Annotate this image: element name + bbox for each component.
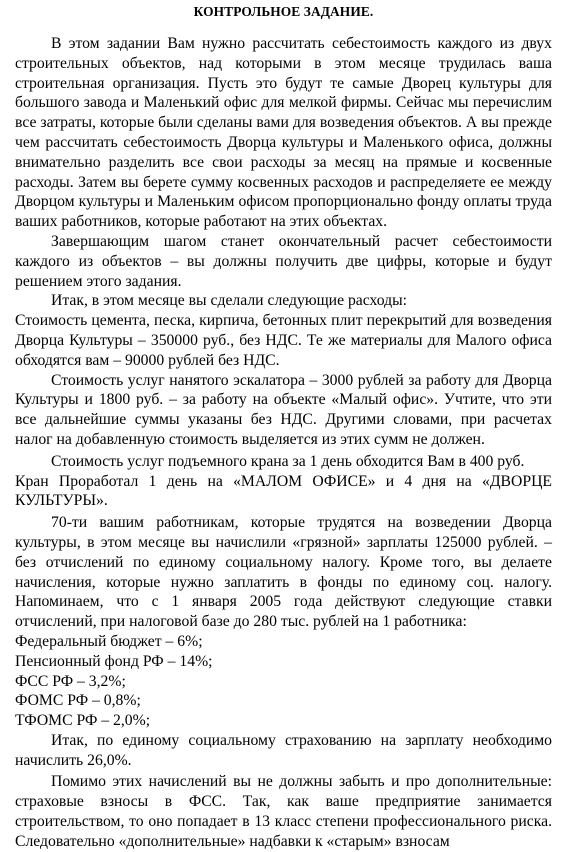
tax-rate-item: ФСС РФ – 3,2%;: [15, 672, 126, 690]
tax-rates-list: [15, 632, 552, 731]
paragraph-crane-cost: Стоимость услуг подъемного крана за 1 день обходится Вам в 400 руб.: [51, 452, 525, 470]
paragraph-final-step: Завершающим шагом станет окончательный расчет себестоимости каждого из объектов – вы должны получить две цифры, которые и будут решением этого задания.: [15, 232, 552, 290]
document-page: [15, 0, 552, 852]
paragraph-salary: 70-ти вашим работникам, которые трудятся на возведении Дворца культуры, в этом месяце вы начислили «грязной» зарплаты 125000 рублей. – без отчислений по единому социальному налогу. Кроме того, вы делаете начисления, которые нужно заплатить в фонды по единому соц. налогу. Напоминаем, что с 1 января 2005 года действуют следующие ставки отчислений, при налоговой базе до 280 тыс. рублей на 1 работника:: [15, 514, 552, 631]
paragraph-crane-days: Кран Проработал 1 день на «МАЛОМ ОФИСЕ» и 4 дня на «ДВОРЦЕ КУЛЬТУРЫ».: [15, 472, 552, 510]
paragraph-task-intro: В этом задании Вам нужно рассчитать себестоимость каждого из двух строительных объектов, над которыми в этом месяце трудилась ваша строительная организация. Пусть это будут те самые Дворец культуры для большого завода и Маленький офис для мелкой фирмы. Сейчас мы перечислим все затраты, которые были сделаны вами для возведения объектов. А вы прежде чем рассчитать себестоимость Дворца культуры и Маленького офиса, должны внимательно разделить все свои расходы за месяц на прямые и косвенные расходы. Затем вы берете сумму косвенных расходов и распределяете ее между Дворцом культуры и Маленьким офисом пропорционально фонду оплаты труда ваших работников, которые работают на этих объектах.: [15, 35, 552, 231]
tax-rate-item: ФОМС РФ – 0,8%;: [15, 692, 141, 710]
paragraph-total-rate: Итак, по единому социальному страхованию на зарплату необходимо начислить 26,0%.: [15, 731, 552, 769]
tax-rate-item: Пенсионный фонд РФ – 14%;: [15, 652, 213, 670]
tax-rate-item: ТФОМС РФ – 2,0%;: [15, 712, 151, 730]
paragraph-additional-contributions: Помимо этих начислений вы не должны забыть и про дополнительные: страховые взносы в ФСС. Так, как ваше предприятие занимается строительством, то оно попадает в 13 класс степени профессионального риска. Следовательно «дополнительные» надбавки к «старым» взносам: [15, 773, 552, 850]
document-title: КОНТРОЛЬНОЕ ЗАДАНИЕ.: [193, 4, 374, 19]
tax-rate-item: Федеральный бюджет – 6%;: [15, 632, 203, 650]
paragraph-expenses-intro: Итак, в этом месяце вы сделали следующие расходы:: [51, 292, 408, 310]
paragraph-materials-cost: Стоимость цемента, песка, кирпича, бетонных плит перекрытий для возведения Дворца Культуры – 350000 руб., без НДС. Те же материалы для Малого офиса обходятся вам – 90000 рублей без НДС.: [15, 312, 552, 369]
paragraph-escalator-cost: Стоимость услуг нанятого эскалатора – 3000 рублей за работу для Дворца Культуры и 1800 руб. – за работу на объекте «Малый офис». Учтите, что эти все дальнейшие суммы указаны без НДС. Другими словами, при расчетах налог на добавленную стоимость выделяется из этих сумм не должен.: [15, 371, 552, 448]
